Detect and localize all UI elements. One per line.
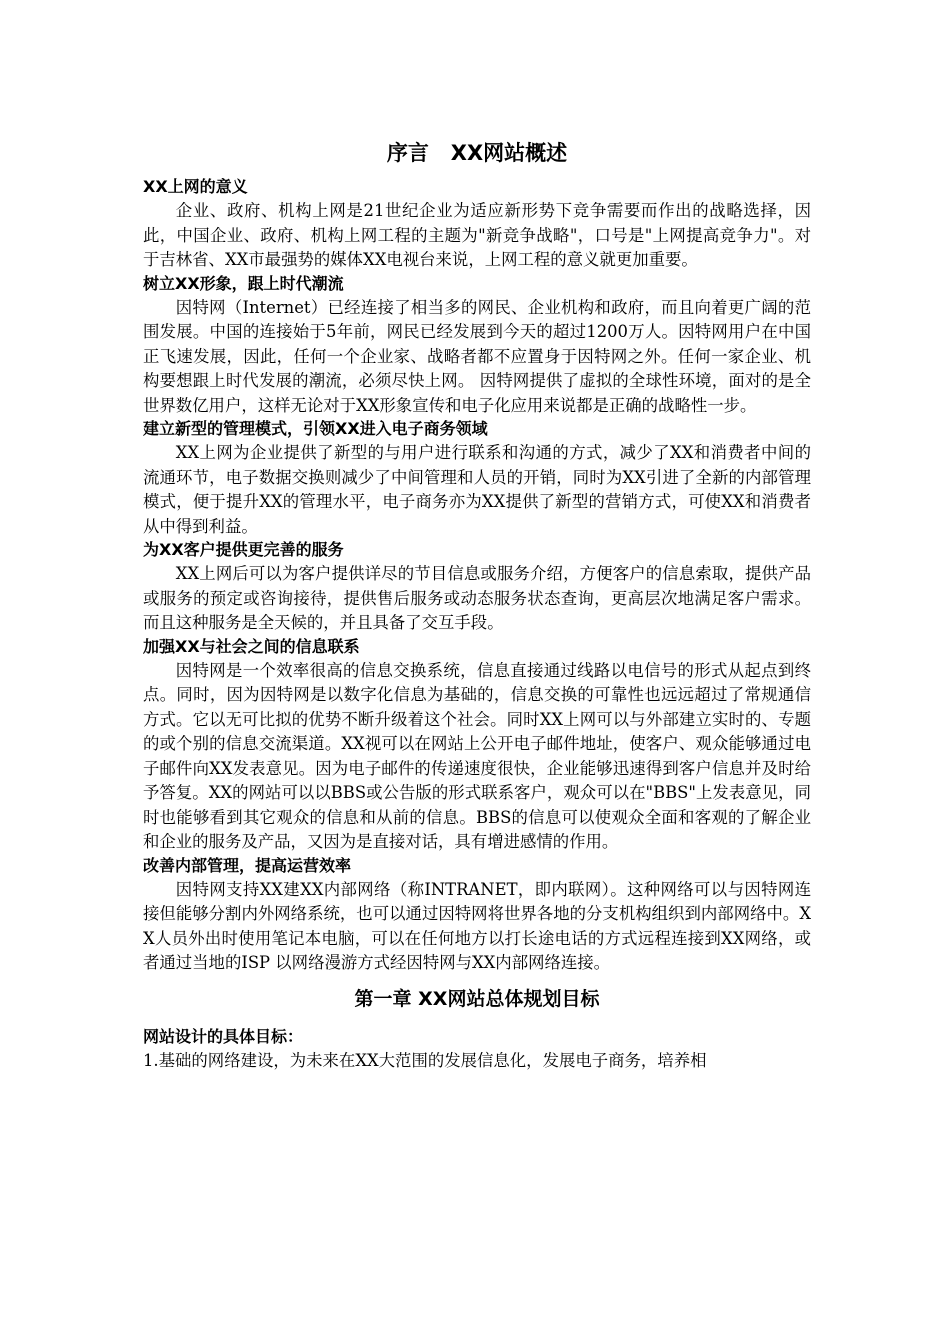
- list-item: 1.基础的网络建设，为未来在XX大范围的发展信息化，发展电子商务，培养相: [143, 1050, 707, 1070]
- section-heading: 建立新型的管理模式，引领XX进入电子商务领域: [143, 419, 488, 438]
- section-image: [143, 274, 811, 419]
- section-paragraph: XX上网为企业提供了新型的与用户进行联系和沟通的方式，减少了XX和消费者中间的流通环节，电子数据交换则减少了中间管理和人员的开销，同时为XX引进了全新的内部管理模式，便于提升XX的管理水平，电子商务亦为XX提供了新型的营销方式，可使XX和消费者从中得到利益。: [143, 443, 811, 536]
- section-heading: 加强XX与社会之间的信息联系: [143, 636, 360, 656]
- section-paragraph: XX上网后可以为客户提供详尽的节目信息或服务介绍，方便客户的信息索取，提供产品或服务的预定或咨询接待，提供售后服务或动态服务状态查询，更高层次地满足客户需求。而且这种服务是全天候的，并且具备了交互手段。: [143, 564, 811, 632]
- document-body: [143, 177, 811, 1073]
- section-paragraph: 因特网支持XX建XX内部网络（称INTRANET，即内联网）。这种网络可以与因特网连接但能够分割内外网络系统，也可以通过因特网将世界各地的分支机构组织到内部网络中。XX人员外出时使用笔记本电脑，可以在任何地方以打长途电话的方式远程连接到XX网络，或者通过当地的ISP 以网络漫游方式经因特网与XX内部网络连接。: [143, 879, 811, 972]
- section-heading: 为XX客户提供更完善的服务: [143, 540, 344, 559]
- section-information-link: [143, 637, 811, 855]
- section-management-mode: [143, 419, 811, 539]
- chapter-title: 第一章 XX网站总体规划目标: [354, 987, 600, 1010]
- section-heading: 树立XX形象，跟上时代潮流: [143, 273, 344, 293]
- section-paragraph: 企业、政府、机构上网是21世纪企业为适应新形势下竞争需要而作出的战略选择，因此，中国企业、政府、机构上网工程的主题为"新竞争战略"，口号是"上网提高竞争力"。对于吉林省、XX市最强势的媒体XX电视台来说，上网工程的意义就更加重要。: [143, 201, 811, 269]
- section-heading: XX上网的意义: [143, 177, 248, 196]
- section-meaning: [143, 177, 811, 273]
- section-paragraph: 因特网是一个效率很高的信息交换系统，信息直接通过线路以电信号的形式从起点到终点。同时，因为因特网是以数字化信息为基础的，信息交换的可靠性也远远超过了常规通信方式。它以无可比拟的优势不断升级着这个社会。同时XX上网可以与外部建立实时的、专题的或个别的信息交流渠道。XX视可以在网站上公开电子邮件地址，使客户、观众能够通过电子邮件向XX发表意见。因为电子邮件的传递速度很快，企业能够迅速得到客户信息并及时给予答复。XX的网站可以以BBS或公告版的形式联系客户，观众可以在"BBS"上发表意见，同时也能够看到其它观众的信息和从前的信息。BBS的信息可以使观众全面和客观的了解企业和企业的服务及产品，又因为是直接对话，具有增进感情的作用。: [143, 660, 811, 851]
- section-customer-service: [143, 540, 811, 636]
- section-internal-management: [143, 856, 811, 976]
- section-paragraph: 因特网（Internet）已经连接了相当多的网民、企业机构和政府，而且向着更广阔的范围发展。中国的连接始于5年前，网民已经发展到今天的超过1200万人。因特网用户在中国正飞速发展，因此，任何一个企业家、战略者都不应置身于因特网之外。任何一家企业、机构要想跟上时代发展的潮流，必须尽快上网。 因特网提供了虚拟的全球性环境，面对的是全世界数亿用户，这样无论对于XX形象宣传和电子化应用来说都是正确的战略性一步。: [143, 297, 811, 415]
- section-heading: 改善内部管理，提高运营效率: [143, 855, 352, 875]
- chapter-subheading: 网站设计的具体目标：: [143, 1026, 304, 1046]
- preface-title: 序言 XX网站概述: [386, 141, 568, 165]
